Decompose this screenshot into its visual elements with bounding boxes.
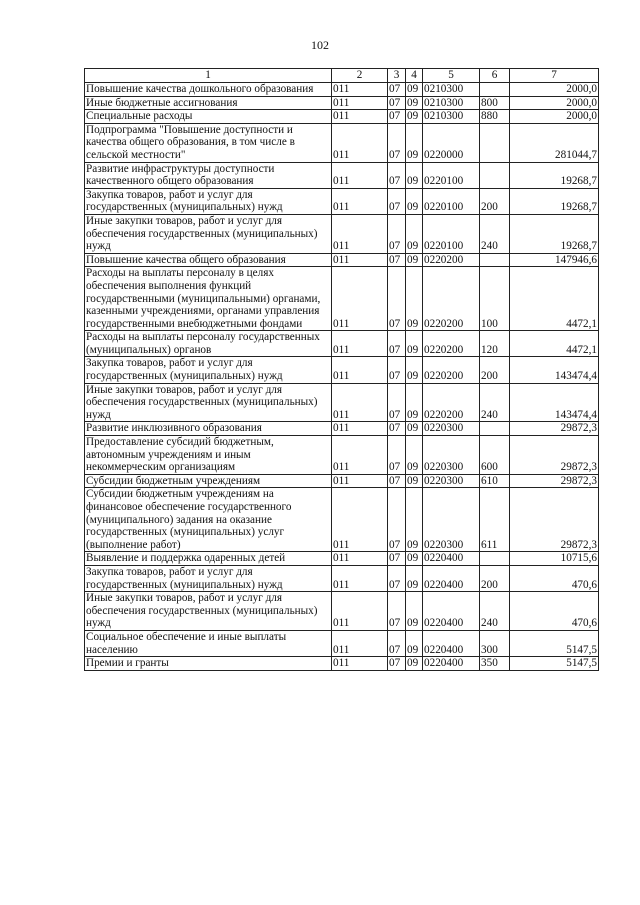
table-row bbox=[85, 267, 599, 331]
row-name-cell: Иные закупки товаров, работ и услуг для обеспечения государственных (муниципальных) нужд bbox=[85, 383, 332, 422]
expense-type-cell bbox=[480, 253, 510, 267]
subsection-code-cell: 09 bbox=[406, 422, 423, 436]
amount-cell: 19268,7 bbox=[510, 162, 599, 188]
section-code-cell: 07 bbox=[388, 96, 406, 110]
row-name-cell: Специальные расходы bbox=[85, 110, 332, 124]
section-code-cell: 07 bbox=[388, 565, 406, 591]
row-name-cell: Закупка товаров, работ и услуг для государственных (муниципальных) нужд bbox=[85, 357, 332, 383]
section-code-cell: 07 bbox=[388, 214, 406, 253]
target-code-cell: 0220100 bbox=[423, 162, 480, 188]
row-name-cell: Выявление и поддержка одаренных детей bbox=[85, 552, 332, 566]
row-name-cell: Иные закупки товаров, работ и услуг для обеспечения государственных (муниципальных) нужд bbox=[85, 592, 332, 631]
row-name-cell: Предоставление субсидий бюджетным, автономным учреждениям и иным некоммерческим организациям bbox=[85, 436, 332, 475]
target-code-cell: 0220100 bbox=[423, 214, 480, 253]
expense-type-cell: 300 bbox=[480, 630, 510, 656]
row-name-cell: Субсидии бюджетным учреждениям bbox=[85, 474, 332, 488]
table-row bbox=[85, 565, 599, 591]
target-code-cell: 0220300 bbox=[423, 422, 480, 436]
target-code-cell: 0220300 bbox=[423, 488, 480, 552]
table-row bbox=[85, 253, 599, 267]
amount-cell: 143474,4 bbox=[510, 357, 599, 383]
expense-type-cell: 200 bbox=[480, 565, 510, 591]
subsection-code-cell: 09 bbox=[406, 253, 423, 267]
subsection-code-cell: 09 bbox=[406, 474, 423, 488]
target-code-cell: 0210300 bbox=[423, 83, 480, 97]
section-code-cell: 07 bbox=[388, 657, 406, 671]
header-cell-4: 4 bbox=[406, 69, 423, 83]
subsection-code-cell: 09 bbox=[406, 83, 423, 97]
header-cell-3: 3 bbox=[388, 69, 406, 83]
row-name-cell: Социальное обеспечение и иные выплаты населению bbox=[85, 630, 332, 656]
table-body bbox=[85, 83, 599, 671]
target-code-cell: 0220200 bbox=[423, 267, 480, 331]
subsection-code-cell: 09 bbox=[406, 96, 423, 110]
target-code-cell: 0220400 bbox=[423, 592, 480, 631]
expense-type-cell: 100 bbox=[480, 267, 510, 331]
subsection-code-cell: 09 bbox=[406, 565, 423, 591]
amount-cell: 29872,3 bbox=[510, 422, 599, 436]
target-code-cell: 0220400 bbox=[423, 565, 480, 591]
amount-cell: 2000,0 bbox=[510, 96, 599, 110]
table-row bbox=[85, 592, 599, 631]
amount-cell: 5147,5 bbox=[510, 630, 599, 656]
page-number: 102 bbox=[311, 38, 329, 52]
amount-cell: 29872,3 bbox=[510, 488, 599, 552]
admin-code-cell: 011 bbox=[332, 657, 388, 671]
header-cell-7: 7 bbox=[510, 69, 599, 83]
section-code-cell: 07 bbox=[388, 188, 406, 214]
amount-cell: 19268,7 bbox=[510, 188, 599, 214]
table-row bbox=[85, 630, 599, 656]
target-code-cell: 0220000 bbox=[423, 123, 480, 162]
expense-type-cell bbox=[480, 123, 510, 162]
section-code-cell: 07 bbox=[388, 110, 406, 124]
row-name-cell: Повышение качества общего образования bbox=[85, 253, 332, 267]
expense-type-cell: 120 bbox=[480, 331, 510, 357]
subsection-code-cell: 09 bbox=[406, 552, 423, 566]
table-row bbox=[85, 552, 599, 566]
target-code-cell: 0220400 bbox=[423, 657, 480, 671]
admin-code-cell: 011 bbox=[332, 253, 388, 267]
row-name-cell: Подпрограмма "Повышение доступности и качества общего образования, в том числе в сельской местности" bbox=[85, 123, 332, 162]
section-code-cell: 07 bbox=[388, 488, 406, 552]
expense-type-cell: 800 bbox=[480, 96, 510, 110]
subsection-code-cell: 09 bbox=[406, 110, 423, 124]
admin-code-cell: 011 bbox=[332, 214, 388, 253]
table-row bbox=[85, 488, 599, 552]
subsection-code-cell: 09 bbox=[406, 267, 423, 331]
admin-code-cell: 011 bbox=[332, 436, 388, 475]
row-name-cell: Иные закупки товаров, работ и услуг для обеспечения государственных (муниципальных) нужд bbox=[85, 214, 332, 253]
expense-type-cell: 240 bbox=[480, 383, 510, 422]
expense-type-cell: 200 bbox=[480, 357, 510, 383]
subsection-code-cell: 09 bbox=[406, 488, 423, 552]
subsection-code-cell: 09 bbox=[406, 162, 423, 188]
subsection-code-cell: 09 bbox=[406, 331, 423, 357]
header-cell-6: 6 bbox=[480, 69, 510, 83]
table-row bbox=[85, 436, 599, 475]
amount-cell: 470,6 bbox=[510, 592, 599, 631]
expense-type-cell bbox=[480, 162, 510, 188]
amount-cell: 470,6 bbox=[510, 565, 599, 591]
section-code-cell: 07 bbox=[388, 592, 406, 631]
target-code-cell: 0220300 bbox=[423, 436, 480, 475]
section-code-cell: 07 bbox=[388, 123, 406, 162]
header-cell-1: 1 bbox=[85, 69, 332, 83]
expense-type-cell: 600 bbox=[480, 436, 510, 475]
amount-cell: 19268,7 bbox=[510, 214, 599, 253]
section-code-cell: 07 bbox=[388, 253, 406, 267]
row-name-cell: Премии и гранты bbox=[85, 657, 332, 671]
admin-code-cell: 011 bbox=[332, 630, 388, 656]
row-name-cell: Иные бюджетные ассигнования bbox=[85, 96, 332, 110]
admin-code-cell: 011 bbox=[332, 552, 388, 566]
subsection-code-cell: 09 bbox=[406, 383, 423, 422]
admin-code-cell: 011 bbox=[332, 123, 388, 162]
expense-type-cell: 350 bbox=[480, 657, 510, 671]
header-cell-5: 5 bbox=[423, 69, 480, 83]
admin-code-cell: 011 bbox=[332, 422, 388, 436]
section-code-cell: 07 bbox=[388, 422, 406, 436]
section-code-cell: 07 bbox=[388, 162, 406, 188]
expense-type-cell bbox=[480, 422, 510, 436]
expense-type-cell: 610 bbox=[480, 474, 510, 488]
header-cell-2: 2 bbox=[332, 69, 388, 83]
table-row bbox=[85, 422, 599, 436]
target-code-cell: 0220300 bbox=[423, 474, 480, 488]
admin-code-cell: 011 bbox=[332, 592, 388, 631]
amount-cell: 4472,1 bbox=[510, 267, 599, 331]
row-name-cell: Закупка товаров, работ и услуг для государственных (муниципальных) нужд bbox=[85, 565, 332, 591]
amount-cell: 29872,3 bbox=[510, 436, 599, 475]
budget-table bbox=[84, 68, 599, 671]
amount-cell: 2000,0 bbox=[510, 110, 599, 124]
amount-cell: 143474,4 bbox=[510, 383, 599, 422]
target-code-cell: 0220100 bbox=[423, 188, 480, 214]
target-code-cell: 0220400 bbox=[423, 630, 480, 656]
table-row bbox=[85, 331, 599, 357]
row-name-cell: Развитие инклюзивного образования bbox=[85, 422, 332, 436]
amount-cell: 29872,3 bbox=[510, 474, 599, 488]
expense-type-cell: 611 bbox=[480, 488, 510, 552]
row-name-cell: Закупка товаров, работ и услуг для государственных (муниципальных) нужд bbox=[85, 188, 332, 214]
section-code-cell: 07 bbox=[388, 474, 406, 488]
amount-cell: 10715,6 bbox=[510, 552, 599, 566]
expense-type-cell: 240 bbox=[480, 214, 510, 253]
subsection-code-cell: 09 bbox=[406, 188, 423, 214]
admin-code-cell: 011 bbox=[332, 83, 388, 97]
expense-type-cell: 200 bbox=[480, 188, 510, 214]
target-code-cell: 0220200 bbox=[423, 383, 480, 422]
section-code-cell: 07 bbox=[388, 552, 406, 566]
section-code-cell: 07 bbox=[388, 357, 406, 383]
amount-cell: 2000,0 bbox=[510, 83, 599, 97]
target-code-cell: 0210300 bbox=[423, 110, 480, 124]
table-row bbox=[85, 657, 599, 671]
section-code-cell: 07 bbox=[388, 436, 406, 475]
table-header-row bbox=[85, 69, 599, 83]
table-row bbox=[85, 474, 599, 488]
table-row bbox=[85, 123, 599, 162]
expense-type-cell: 880 bbox=[480, 110, 510, 124]
target-code-cell: 0220400 bbox=[423, 552, 480, 566]
target-code-cell: 0220200 bbox=[423, 331, 480, 357]
admin-code-cell: 011 bbox=[332, 474, 388, 488]
admin-code-cell: 011 bbox=[332, 357, 388, 383]
row-name-cell: Повышение качества дошкольного образования bbox=[85, 83, 332, 97]
admin-code-cell: 011 bbox=[332, 162, 388, 188]
target-code-cell: 0220200 bbox=[423, 253, 480, 267]
expense-type-cell: 240 bbox=[480, 592, 510, 631]
subsection-code-cell: 09 bbox=[406, 592, 423, 631]
section-code-cell: 07 bbox=[388, 267, 406, 331]
expense-type-cell bbox=[480, 83, 510, 97]
amount-cell: 5147,5 bbox=[510, 657, 599, 671]
amount-cell: 4472,1 bbox=[510, 331, 599, 357]
table-row bbox=[85, 188, 599, 214]
target-code-cell: 0210300 bbox=[423, 96, 480, 110]
section-code-cell: 07 bbox=[388, 331, 406, 357]
admin-code-cell: 011 bbox=[332, 331, 388, 357]
table-row bbox=[85, 383, 599, 422]
table-row bbox=[85, 357, 599, 383]
table-row bbox=[85, 162, 599, 188]
subsection-code-cell: 09 bbox=[406, 214, 423, 253]
row-name-cell: Субсидии бюджетным учреждениям на финансовое обеспечение государственного (муниципального) задания на оказание государственных (муниципальных) услуг (выполнение работ) bbox=[85, 488, 332, 552]
admin-code-cell: 011 bbox=[332, 188, 388, 214]
amount-cell: 281044,7 bbox=[510, 123, 599, 162]
table-row bbox=[85, 83, 599, 97]
subsection-code-cell: 09 bbox=[406, 357, 423, 383]
admin-code-cell: 011 bbox=[332, 96, 388, 110]
section-code-cell: 07 bbox=[388, 630, 406, 656]
section-code-cell: 07 bbox=[388, 83, 406, 97]
admin-code-cell: 011 bbox=[332, 110, 388, 124]
row-name-cell: Расходы на выплаты персоналу государственных (муниципальных) органов bbox=[85, 331, 332, 357]
row-name-cell: Расходы на выплаты персоналу в целях обеспечения выполнения функций государственными (муниципальными) органами, казенными учреждениями, органами управления государственными внебюджетными фондами bbox=[85, 267, 332, 331]
admin-code-cell: 011 bbox=[332, 565, 388, 591]
expense-type-cell bbox=[480, 552, 510, 566]
target-code-cell: 0220200 bbox=[423, 357, 480, 383]
row-name-cell: Развитие инфраструктуры доступности качественного общего образования bbox=[85, 162, 332, 188]
subsection-code-cell: 09 bbox=[406, 657, 423, 671]
table-row bbox=[85, 96, 599, 110]
subsection-code-cell: 09 bbox=[406, 436, 423, 475]
admin-code-cell: 011 bbox=[332, 383, 388, 422]
subsection-code-cell: 09 bbox=[406, 630, 423, 656]
subsection-code-cell: 09 bbox=[406, 123, 423, 162]
section-code-cell: 07 bbox=[388, 383, 406, 422]
admin-code-cell: 011 bbox=[332, 488, 388, 552]
admin-code-cell: 011 bbox=[332, 267, 388, 331]
table-row bbox=[85, 214, 599, 253]
table-row bbox=[85, 110, 599, 124]
amount-cell: 147946,6 bbox=[510, 253, 599, 267]
